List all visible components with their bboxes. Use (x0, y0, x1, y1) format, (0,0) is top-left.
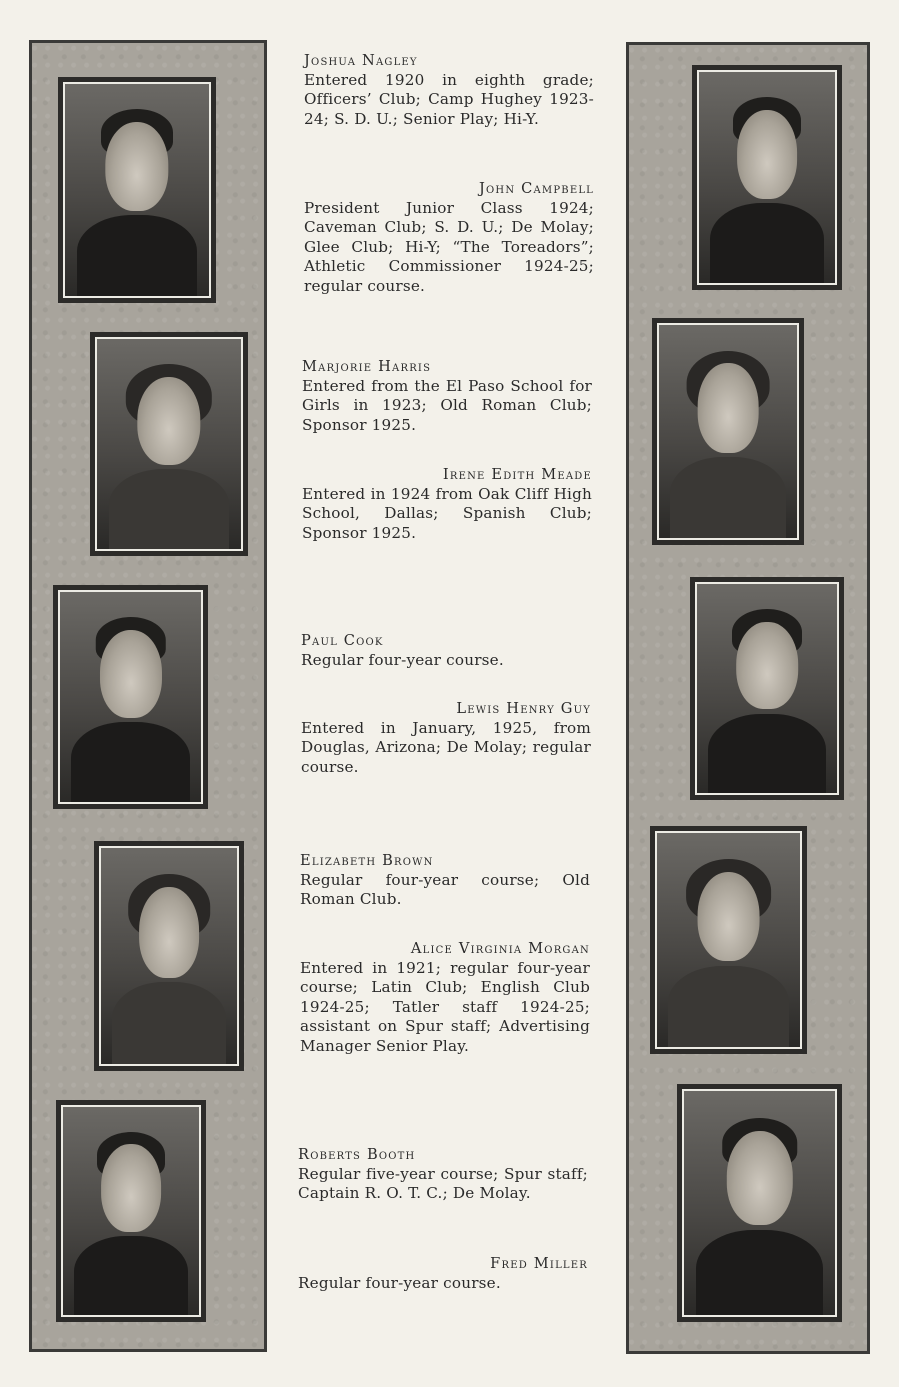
entry-description: President Junior Class 1924; Caveman Club; S. D. U.; De Molay; Glee Club; Hi-Y; “The Toreadors”; Athletic Commissioner 1924-25; regular course. (304, 198, 594, 295)
portrait-lewis-henry-guy (690, 577, 844, 800)
entry-description: Entered from the El Paso School for Girls in 1923; Old Roman Club; Sponsor 1925. (302, 376, 592, 434)
entry-joshua-nagley (304, 51, 594, 129)
entry-description: Entered in 1924 from Oak Cliff High School, Dallas; Spanish Club; Sponsor 1925. (302, 484, 592, 542)
entry-description: Regular five-year course; Spur staff; Captain R. O. T. C.; De Molay. (298, 1164, 588, 1203)
entry-john-campbell (304, 179, 594, 297)
entry-elizabeth-brown (300, 851, 590, 910)
entry-paul-cook (301, 631, 591, 670)
entry-name: Lewis Henry Guy (456, 700, 591, 717)
entry-description: Entered 1920 in eighth grade; Officers’ Club; Camp Hughey 1923-24; S. D. U.; Senior Play; Hi-Y. (304, 70, 594, 128)
entry-name: Paul Cook (301, 632, 384, 649)
entry-fred-miller (298, 1254, 588, 1293)
portrait-fred-miller (677, 1084, 842, 1322)
entry-alice-virginia-morgan (300, 939, 590, 1057)
entry-name: Elizabeth Brown (300, 852, 434, 869)
entry-description: Regular four-year course; Old Roman Club. (300, 870, 590, 909)
portrait-joshua-nagley (58, 77, 216, 303)
entry-name: John Campbell (478, 180, 594, 197)
portrait-alice-virginia-morgan (650, 826, 807, 1054)
entry-description: Regular four-year course. (301, 650, 504, 669)
entry-description: Regular four-year course. (298, 1273, 501, 1292)
entry-name: Joshua Nagley (304, 52, 418, 69)
portrait-elizabeth-brown (94, 841, 244, 1071)
entry-name: Irene Edith Meade (442, 466, 592, 483)
portrait-paul-cook (53, 585, 208, 809)
entry-name: Alice Virginia Morgan (410, 940, 590, 957)
entry-description: Entered in January, 1925, from Douglas, Arizona; De Molay; regular course. (301, 718, 591, 776)
portrait-irene-edith-meade (652, 318, 804, 545)
entry-description: Entered in 1921; regular four-year course; Latin Club; English Club 1924-25; Tatler staff 1924-25; assistant on Spur staff; Advertising Manager Senior Play. (300, 958, 590, 1055)
portrait-roberts-booth (56, 1100, 206, 1322)
portrait-john-campbell (692, 65, 842, 290)
entry-name: Fred Miller (490, 1255, 588, 1272)
entry-name: Roberts Booth (298, 1146, 416, 1163)
portrait-marjorie-harris (90, 332, 248, 556)
entry-lewis-henry-guy (301, 699, 591, 777)
entry-marjorie-harris (302, 357, 592, 435)
entry-roberts-booth (298, 1145, 588, 1204)
entry-name: Marjorie Harris (302, 358, 432, 375)
entry-irene-edith-meade (302, 465, 592, 543)
